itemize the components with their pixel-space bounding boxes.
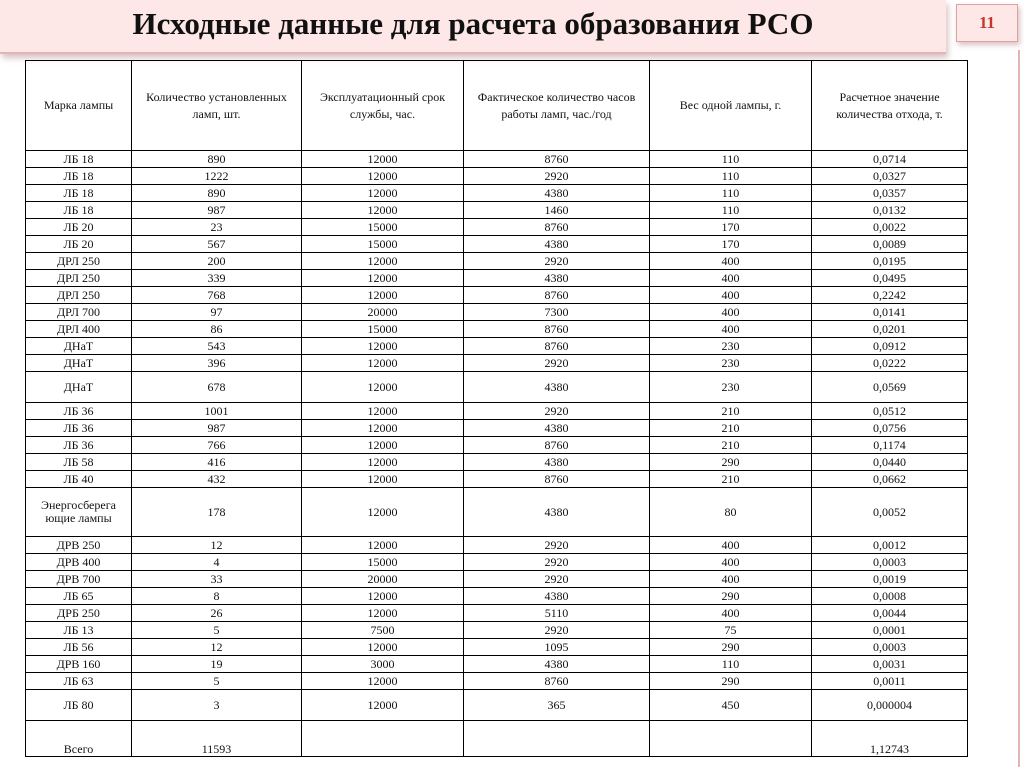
- total-hours: [302, 721, 464, 757]
- cell-lamp-weight: 400: [650, 321, 812, 338]
- cell-lamp-brand: ДРЛ 700: [26, 304, 132, 321]
- cell-lamp-brand: ДРВ 700: [26, 571, 132, 588]
- table-row: [26, 656, 968, 673]
- cell-lamp-weight: 110: [650, 151, 812, 168]
- cell-lamp-brand: ДНаТ: [26, 338, 132, 355]
- cell-lamp-brand: ДРВ 400: [26, 554, 132, 571]
- cell-waste-amount: 0,0440: [812, 454, 968, 471]
- cell-lamp-count: 33: [132, 571, 302, 588]
- cell-lamp-weight: 110: [650, 202, 812, 219]
- total-weight: [650, 721, 812, 757]
- cell-lamp-count: 3: [132, 690, 302, 721]
- cell-lamp-count: 339: [132, 270, 302, 287]
- table-row: [26, 488, 968, 537]
- cell-lamp-brand: ЛБ 63: [26, 673, 132, 690]
- cell-lamp-count: 1222: [132, 168, 302, 185]
- cell-lamp-count: 396: [132, 355, 302, 372]
- table-row: [26, 253, 968, 270]
- table-row: [26, 287, 968, 304]
- cell-waste-amount: 0,0357: [812, 185, 968, 202]
- cell-lamp-weight: 400: [650, 571, 812, 588]
- cell-lamp-count: 5: [132, 622, 302, 639]
- cell-lamp-brand: ЛБ 36: [26, 420, 132, 437]
- cell-waste-amount: 0,0011: [812, 673, 968, 690]
- table-row: [26, 454, 968, 471]
- cell-lamp-brand: ДРВ 250: [26, 537, 132, 554]
- table-row: [26, 202, 968, 219]
- cell-lamp-brand: ДРБ 250: [26, 605, 132, 622]
- cell-lamp-count: 678: [132, 372, 302, 403]
- header-lamp-weight: Вес одной лампы, г.: [650, 61, 812, 151]
- cell-actual-hours: 4380: [464, 454, 650, 471]
- cell-service-life: 12000: [302, 270, 464, 287]
- cell-lamp-brand: ДРЛ 250: [26, 253, 132, 270]
- cell-waste-amount: 0,0512: [812, 403, 968, 420]
- table-row: [26, 185, 968, 202]
- cell-service-life: 7500: [302, 622, 464, 639]
- cell-waste-amount: 0,0195: [812, 253, 968, 270]
- cell-lamp-weight: 400: [650, 253, 812, 270]
- cell-lamp-weight: 170: [650, 236, 812, 253]
- cell-service-life: 20000: [302, 304, 464, 321]
- cell-lamp-brand: ЛБ 40: [26, 471, 132, 488]
- table-row: [26, 168, 968, 185]
- cell-lamp-weight: 450: [650, 690, 812, 721]
- header-service-life: Эксплуатационный срок службы, час.: [302, 61, 464, 151]
- cell-actual-hours: 2920: [464, 168, 650, 185]
- side-rule: [1018, 50, 1020, 767]
- table-row: [26, 355, 968, 372]
- table-row: [26, 554, 968, 571]
- cell-lamp-count: 200: [132, 253, 302, 270]
- cell-waste-amount: 0,0019: [812, 571, 968, 588]
- total-label: Всего: [26, 721, 132, 757]
- cell-waste-amount: 0,0222: [812, 355, 968, 372]
- cell-lamp-weight: 230: [650, 338, 812, 355]
- cell-lamp-count: 178: [132, 488, 302, 537]
- cell-lamp-weight: 210: [650, 420, 812, 437]
- cell-lamp-weight: 400: [650, 537, 812, 554]
- cell-actual-hours: 8760: [464, 471, 650, 488]
- cell-service-life: 12000: [302, 673, 464, 690]
- cell-lamp-weight: 400: [650, 287, 812, 304]
- cell-actual-hours: 4380: [464, 270, 650, 287]
- cell-actual-hours: 1095: [464, 639, 650, 656]
- cell-actual-hours: 8760: [464, 673, 650, 690]
- cell-lamp-brand: ЛБ 13: [26, 622, 132, 639]
- cell-lamp-weight: 230: [650, 372, 812, 403]
- cell-service-life: 12000: [302, 471, 464, 488]
- cell-actual-hours: 1460: [464, 202, 650, 219]
- cell-actual-hours: 2920: [464, 253, 650, 270]
- cell-service-life: 12000: [302, 488, 464, 537]
- cell-lamp-count: 19: [132, 656, 302, 673]
- cell-service-life: 12000: [302, 338, 464, 355]
- cell-waste-amount: 0,0003: [812, 639, 968, 656]
- cell-lamp-count: 416: [132, 454, 302, 471]
- cell-actual-hours: 8760: [464, 321, 650, 338]
- cell-lamp-weight: 110: [650, 168, 812, 185]
- cell-lamp-weight: 290: [650, 639, 812, 656]
- cell-lamp-count: 768: [132, 287, 302, 304]
- cell-lamp-count: 567: [132, 236, 302, 253]
- cell-lamp-brand: ДНаТ: [26, 372, 132, 403]
- header-lamp-brand: Марка лампы: [26, 61, 132, 151]
- cell-waste-amount: 0,2242: [812, 287, 968, 304]
- cell-actual-hours: 5110: [464, 605, 650, 622]
- cell-service-life: 12000: [302, 185, 464, 202]
- cell-waste-amount: 0,0132: [812, 202, 968, 219]
- cell-lamp-brand: ЛБ 36: [26, 403, 132, 420]
- cell-actual-hours: 2920: [464, 537, 650, 554]
- cell-waste-amount: 0,0201: [812, 321, 968, 338]
- cell-lamp-weight: 290: [650, 454, 812, 471]
- cell-service-life: 15000: [302, 236, 464, 253]
- cell-waste-amount: 0,0495: [812, 270, 968, 287]
- cell-lamp-brand: ЛБ 20: [26, 219, 132, 236]
- cell-actual-hours: 4380: [464, 656, 650, 673]
- table-row: [26, 588, 968, 605]
- cell-service-life: 12000: [302, 403, 464, 420]
- cell-lamp-count: 8: [132, 588, 302, 605]
- cell-lamp-brand: ДРЛ 250: [26, 270, 132, 287]
- cell-service-life: 12000: [302, 605, 464, 622]
- cell-service-life: 12000: [302, 437, 464, 454]
- cell-lamp-weight: 230: [650, 355, 812, 372]
- table-row: [26, 690, 968, 721]
- cell-actual-hours: 4380: [464, 372, 650, 403]
- cell-lamp-weight: 110: [650, 656, 812, 673]
- table-row: [26, 403, 968, 420]
- cell-lamp-weight: 210: [650, 471, 812, 488]
- header-actual-hours: Фактическое количество часов работы ламп, час./год: [464, 61, 650, 151]
- cell-actual-hours: 2920: [464, 403, 650, 420]
- cell-lamp-brand: ЛБ 20: [26, 236, 132, 253]
- cell-service-life: 20000: [302, 571, 464, 588]
- cell-waste-amount: 0,0912: [812, 338, 968, 355]
- cell-waste-amount: 0,0022: [812, 219, 968, 236]
- title-bar: [0, 0, 946, 54]
- table-row: [26, 219, 968, 236]
- cell-lamp-brand: ДНаТ: [26, 355, 132, 372]
- cell-service-life: 12000: [302, 588, 464, 605]
- cell-lamp-weight: 75: [650, 622, 812, 639]
- cell-lamp-weight: 400: [650, 270, 812, 287]
- cell-service-life: 12000: [302, 168, 464, 185]
- cell-actual-hours: 7300: [464, 304, 650, 321]
- table-row: [26, 321, 968, 338]
- cell-actual-hours: 4380: [464, 420, 650, 437]
- cell-lamp-brand: ЛБ 56: [26, 639, 132, 656]
- cell-lamp-brand: ДРЛ 400: [26, 321, 132, 338]
- table-row: [26, 537, 968, 554]
- cell-waste-amount: 0,0089: [812, 236, 968, 253]
- cell-actual-hours: 4380: [464, 236, 650, 253]
- cell-lamp-brand: ЛБ 18: [26, 202, 132, 219]
- table-row: [26, 338, 968, 355]
- cell-lamp-count: 1001: [132, 403, 302, 420]
- cell-lamp-brand: ЛБ 58: [26, 454, 132, 471]
- cell-lamp-count: 987: [132, 202, 302, 219]
- cell-waste-amount: 0,0052: [812, 488, 968, 537]
- cell-service-life: 3000: [302, 656, 464, 673]
- cell-lamp-count: 543: [132, 338, 302, 355]
- cell-lamp-weight: 290: [650, 673, 812, 690]
- cell-service-life: 12000: [302, 454, 464, 471]
- cell-lamp-count: 26: [132, 605, 302, 622]
- cell-waste-amount: 0,0662: [812, 471, 968, 488]
- cell-waste-amount: 0,0003: [812, 554, 968, 571]
- cell-service-life: 12000: [302, 639, 464, 656]
- cell-lamp-count: 987: [132, 420, 302, 437]
- table-row: [26, 471, 968, 488]
- cell-lamp-count: 12: [132, 639, 302, 656]
- cell-waste-amount: 0,0569: [812, 372, 968, 403]
- cell-lamp-brand: ДРВ 160: [26, 656, 132, 673]
- cell-waste-amount: 0,0001: [812, 622, 968, 639]
- cell-lamp-count: 890: [132, 185, 302, 202]
- cell-lamp-count: 432: [132, 471, 302, 488]
- cell-service-life: 12000: [302, 355, 464, 372]
- cell-service-life: 12000: [302, 287, 464, 304]
- cell-actual-hours: 2920: [464, 554, 650, 571]
- cell-lamp-count: 86: [132, 321, 302, 338]
- cell-actual-hours: 365: [464, 690, 650, 721]
- cell-lamp-brand: Энергосберега ющие лампы: [26, 488, 132, 537]
- cell-waste-amount: 0,0141: [812, 304, 968, 321]
- table-row: [26, 639, 968, 656]
- cell-lamp-weight: 290: [650, 588, 812, 605]
- lamp-data-table: [25, 60, 968, 757]
- cell-lamp-weight: 170: [650, 219, 812, 236]
- cell-waste-amount: 0,000004: [812, 690, 968, 721]
- cell-lamp-count: 4: [132, 554, 302, 571]
- cell-lamp-brand: ЛБ 36: [26, 437, 132, 454]
- cell-actual-hours: 4380: [464, 185, 650, 202]
- cell-lamp-weight: 400: [650, 554, 812, 571]
- table-row: [26, 605, 968, 622]
- cell-service-life: 15000: [302, 219, 464, 236]
- cell-service-life: 12000: [302, 372, 464, 403]
- table-header-row: [26, 61, 968, 151]
- cell-lamp-weight: 110: [650, 185, 812, 202]
- table-row: [26, 372, 968, 403]
- cell-lamp-weight: 210: [650, 437, 812, 454]
- cell-actual-hours: 8760: [464, 338, 650, 355]
- table-row: [26, 673, 968, 690]
- cell-lamp-count: 890: [132, 151, 302, 168]
- cell-lamp-brand: ЛБ 18: [26, 151, 132, 168]
- cell-waste-amount: 0,0008: [812, 588, 968, 605]
- cell-waste-amount: 0,0714: [812, 151, 968, 168]
- cell-lamp-count: 97: [132, 304, 302, 321]
- table-row: [26, 151, 968, 168]
- cell-lamp-weight: 400: [650, 605, 812, 622]
- cell-actual-hours: 2920: [464, 622, 650, 639]
- cell-service-life: 12000: [302, 537, 464, 554]
- cell-lamp-brand: ЛБ 18: [26, 185, 132, 202]
- cell-actual-hours: 4380: [464, 488, 650, 537]
- cell-actual-hours: 2920: [464, 571, 650, 588]
- cell-actual-hours: 8760: [464, 287, 650, 304]
- table-row: [26, 571, 968, 588]
- cell-lamp-count: 766: [132, 437, 302, 454]
- cell-actual-hours: 2920: [464, 355, 650, 372]
- table-row: [26, 437, 968, 454]
- cell-service-life: 15000: [302, 554, 464, 571]
- total-waste: 1,12743: [812, 721, 968, 757]
- cell-waste-amount: 0,0031: [812, 656, 968, 673]
- cell-waste-amount: 0,0756: [812, 420, 968, 437]
- total-actual: [464, 721, 650, 757]
- cell-actual-hours: 8760: [464, 219, 650, 236]
- table-row: [26, 236, 968, 253]
- table-body: [26, 151, 968, 757]
- cell-actual-hours: 4380: [464, 588, 650, 605]
- cell-lamp-count: 12: [132, 537, 302, 554]
- table-row: [26, 420, 968, 437]
- total-count: 11593: [132, 721, 302, 757]
- cell-lamp-weight: 80: [650, 488, 812, 537]
- page-number: 11: [956, 4, 1018, 42]
- slide-title: Исходные данные для расчета образования РСО: [132, 6, 814, 41]
- cell-lamp-weight: 400: [650, 304, 812, 321]
- cell-lamp-count: 23: [132, 219, 302, 236]
- cell-lamp-brand: ЛБ 65: [26, 588, 132, 605]
- table-row: [26, 304, 968, 321]
- cell-service-life: 12000: [302, 151, 464, 168]
- header-lamp-count: Количество установленных ламп, шт.: [132, 61, 302, 151]
- total-row: [26, 721, 968, 757]
- cell-waste-amount: 0,1174: [812, 437, 968, 454]
- cell-lamp-count: 5: [132, 673, 302, 690]
- cell-actual-hours: 8760: [464, 151, 650, 168]
- cell-waste-amount: 0,0044: [812, 605, 968, 622]
- cell-lamp-weight: 210: [650, 403, 812, 420]
- cell-service-life: 15000: [302, 321, 464, 338]
- cell-lamp-brand: ЛБ 80: [26, 690, 132, 721]
- cell-lamp-brand: ЛБ 18: [26, 168, 132, 185]
- cell-service-life: 12000: [302, 202, 464, 219]
- header-waste-amount: Расчетное значение количества отхода, т.: [812, 61, 968, 151]
- cell-lamp-brand: ДРЛ 250: [26, 287, 132, 304]
- cell-waste-amount: 0,0327: [812, 168, 968, 185]
- cell-waste-amount: 0,0012: [812, 537, 968, 554]
- table-row: [26, 622, 968, 639]
- cell-service-life: 12000: [302, 420, 464, 437]
- cell-actual-hours: 8760: [464, 437, 650, 454]
- table-row: [26, 270, 968, 287]
- cell-service-life: 12000: [302, 690, 464, 721]
- cell-service-life: 12000: [302, 253, 464, 270]
